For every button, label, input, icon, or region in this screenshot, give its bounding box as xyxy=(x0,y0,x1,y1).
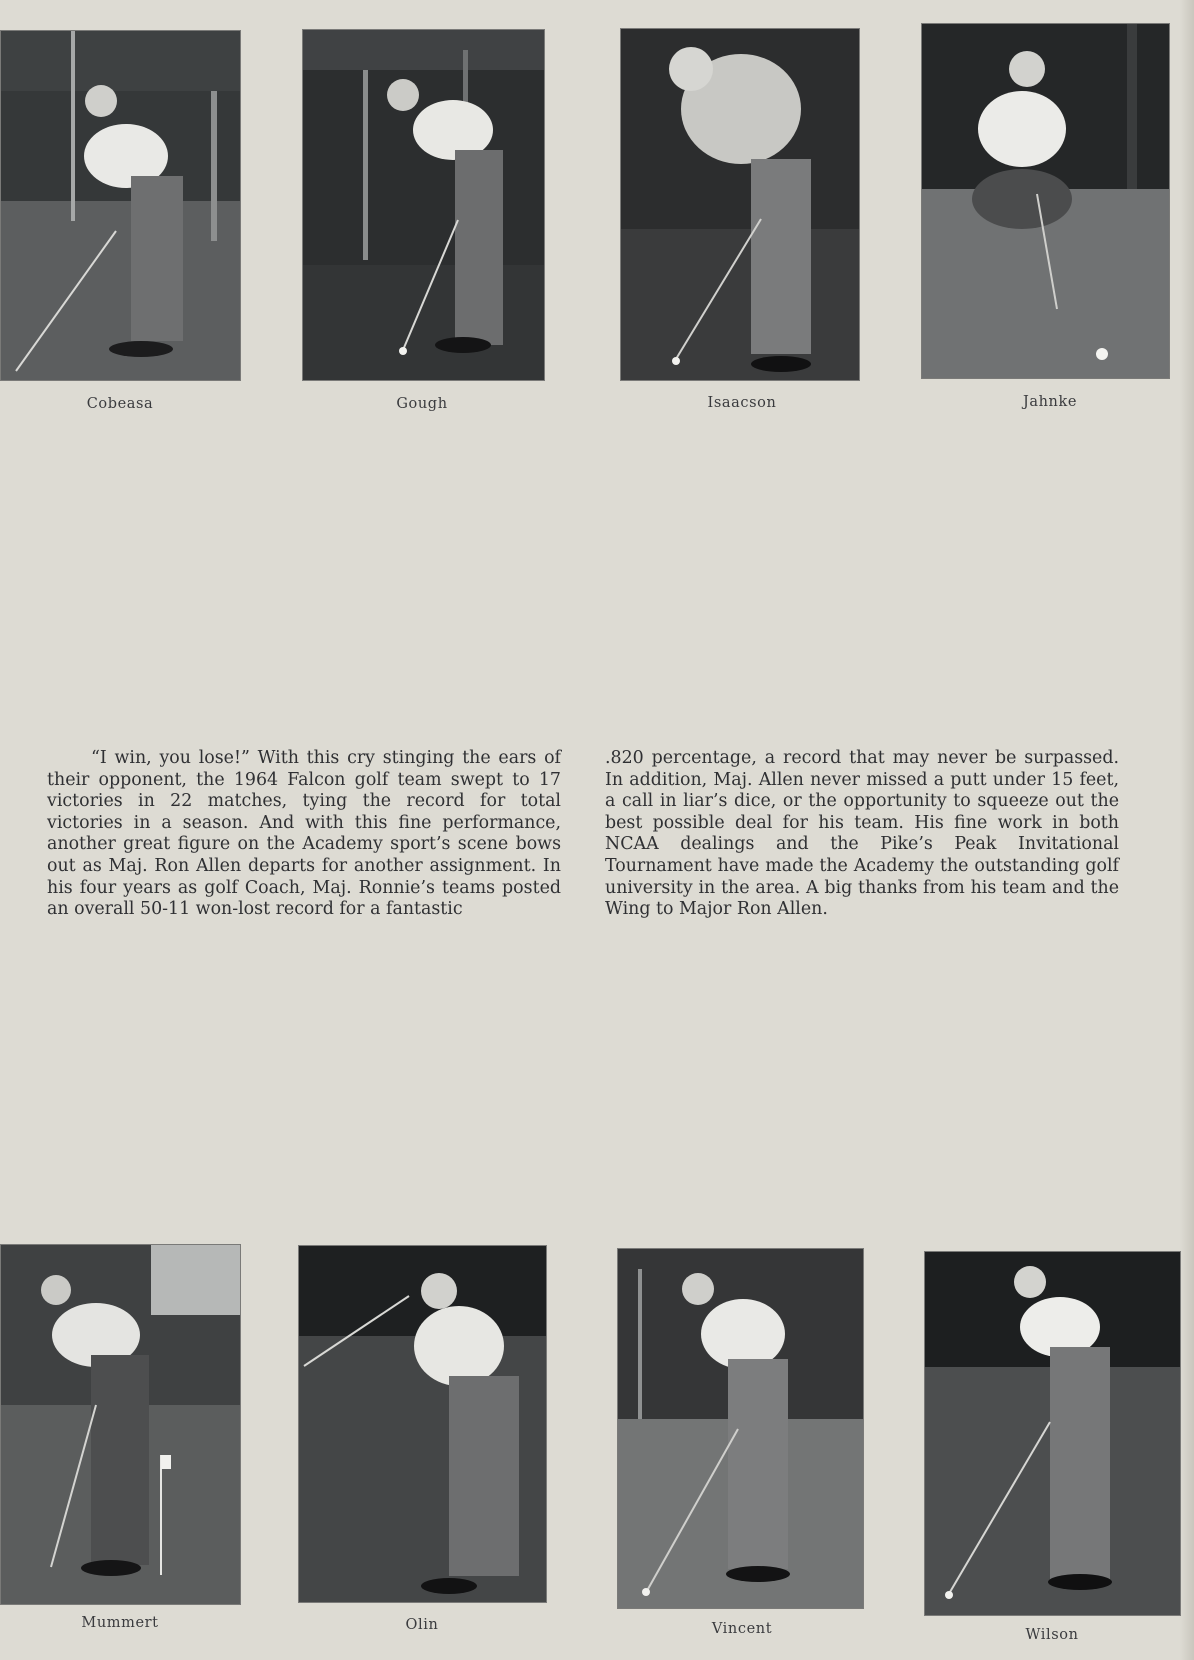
photo-vincent xyxy=(617,1248,864,1609)
photo-wilson xyxy=(924,1251,1181,1616)
caption-cobeasa: Cobeasa xyxy=(86,396,154,412)
photo-cobeasa xyxy=(0,30,241,381)
caption-gough: Gough xyxy=(396,396,448,412)
caption-olin: Olin xyxy=(405,1617,439,1633)
caption-jahnke: Jahnke xyxy=(1022,394,1078,410)
caption-wilson: Wilson xyxy=(1025,1627,1079,1643)
caption-vincent: Vincent xyxy=(711,1621,773,1637)
photo-olin xyxy=(298,1245,547,1603)
article-column-left: “I win, you lose!” With this cry stinging the ears of their opponent, the 1964 Falcon golf team swept to 17 victories in 22 matches, tying the record for total victories in a season. And with this fine performance, another great figure on the Academy sport’s scene bows out as Maj. Ron Allen departs for another assignment. In his four years as golf Coach, Maj. Ronnie’s teams posted an overall 50-11 won-lost record for a fantastic xyxy=(47,748,561,920)
photo-mummert xyxy=(0,1244,241,1605)
photo-isaacson xyxy=(620,28,860,381)
photo-jahnke xyxy=(921,23,1170,379)
caption-isaacson: Isaacson xyxy=(707,395,777,411)
article-column-right: .820 percentage, a record that may never be surpassed. In addition, Maj. Allen never missed a putt under 15 feet, a call in liar’s dice, or the opportunity to squeeze out the best possible deal for his team. His fine work in both NCAA dealings and the Pike’s Peak Invitational Tournament have made the Academy the outstanding golf university in the area. A big thanks from his team and the Wing to Major Ron Allen. xyxy=(605,748,1119,920)
page-edge xyxy=(1180,0,1194,1660)
photo-gough xyxy=(302,29,545,381)
caption-mummert: Mummert xyxy=(81,1615,159,1631)
